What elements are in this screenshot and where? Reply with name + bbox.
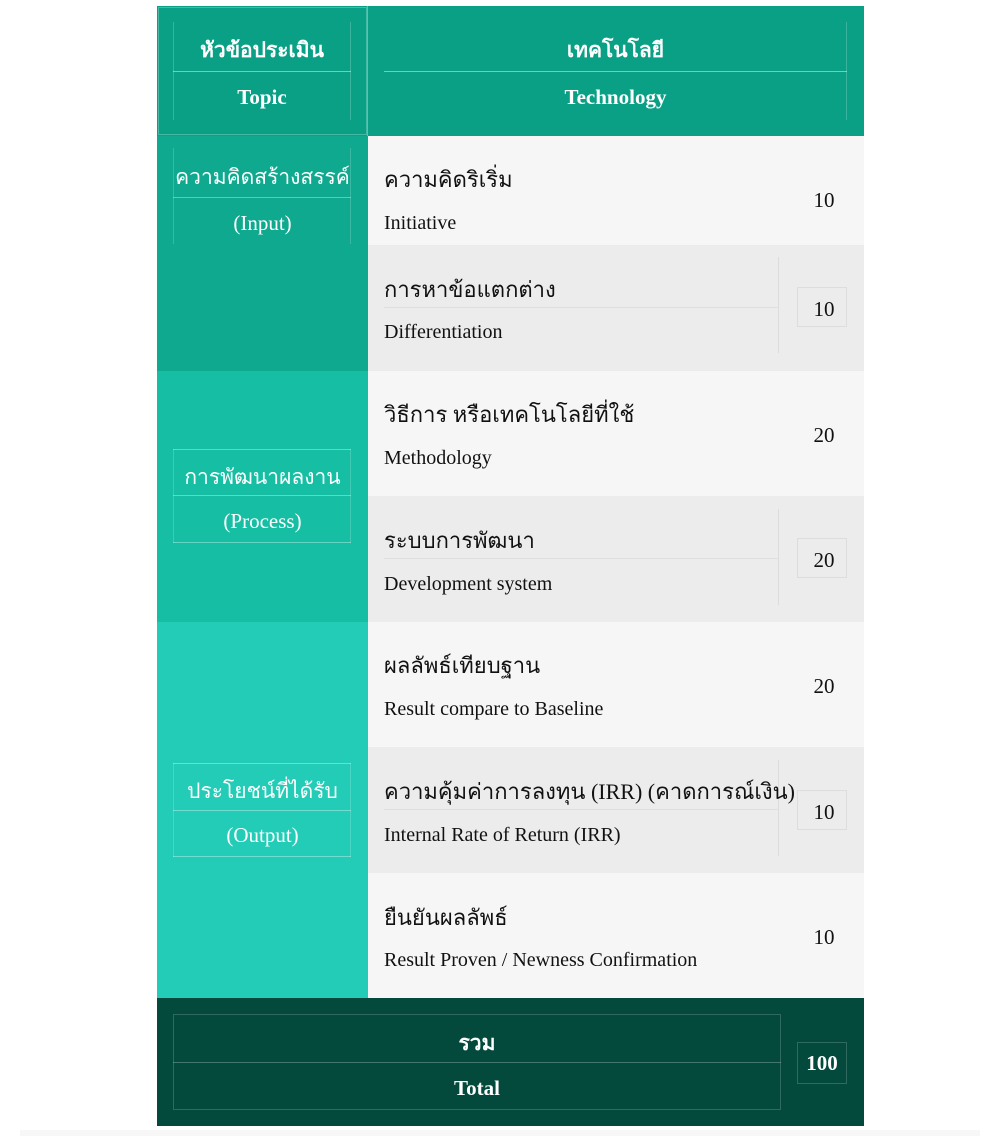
criteria-en: Initiative [384,212,457,234]
criteria-score: 20 [813,548,835,572]
topic-process-bottom-line [173,542,351,543]
criteria-th: ความคุ้มค่าการลงทุน (IRR) (คาดการณ์เงิน) [384,779,796,804]
criteria-score: 20 [813,674,835,698]
criteria-row [368,371,864,496]
criteria-th: ยืนยันผลลัพธ์ [384,905,508,930]
criteria-score: 20 [813,423,835,447]
criteria-en: Internal Rate of Return (IRR) [384,824,621,846]
page-bottom-rule [20,1130,980,1136]
header-divider [367,6,368,136]
criteria-score: 10 [813,188,835,212]
footer-total-en: Total [454,1076,500,1100]
criteria-row [368,622,864,747]
topic-process-en: (Process) [223,509,302,533]
topic-input-th: ความคิดสร้างสรรค์ [175,165,350,189]
header-topic-divider [173,71,351,72]
topic-process-th: การพัฒนาผลงาน [184,465,341,489]
criteria-score: 10 [813,800,835,824]
topic-output-th: ประโยชน์ที่ได้รับ [187,779,338,803]
evaluation-table [157,6,864,1126]
criteria-th: การหาข้อแตกต่าง [384,277,556,302]
header-tech-en: Technology [564,85,667,109]
criteria-th: ระบบการพัฒนา [384,528,535,553]
criteria-en: Methodology [384,447,492,469]
topic-process-divider [173,495,351,496]
criteria-en: Result compare to Baseline [384,698,604,720]
criteria-th: ผลลัพธ์เทียบฐาน [384,653,541,678]
footer-total-th: รวม [458,1031,496,1055]
criteria-score: 10 [813,925,835,949]
topic-output-bottom-line [173,856,351,857]
criteria-en: Result Proven / Newness Confirmation [384,949,698,971]
criteria-en: Differentiation [384,321,503,343]
footer-divider [173,1062,781,1063]
criteria-divider [384,307,779,308]
topic-input-divider [173,197,351,198]
criteria-divider [384,809,779,810]
header-topic-en: Topic [237,85,287,109]
criteria-th: ความคิดริเริ่ม [384,167,513,192]
header-tech-th: เทคโนโลยี [566,38,665,62]
topic-input-en: (Input) [233,211,292,235]
header-tech-divider [384,71,847,72]
criteria-score: 10 [813,297,835,321]
criteria-en: Development system [384,573,553,595]
header-topic-th: หัวข้อประเมิน [200,38,324,62]
topic-output-divider [173,810,351,811]
criteria-th: วิธีการ หรือเทคโนโลยีที่ใช้ [384,402,635,427]
footer-total-score: 100 [806,1051,838,1075]
criteria-divider [384,558,779,559]
topic-output-en: (Output) [226,823,299,847]
criteria-row [368,873,864,998]
